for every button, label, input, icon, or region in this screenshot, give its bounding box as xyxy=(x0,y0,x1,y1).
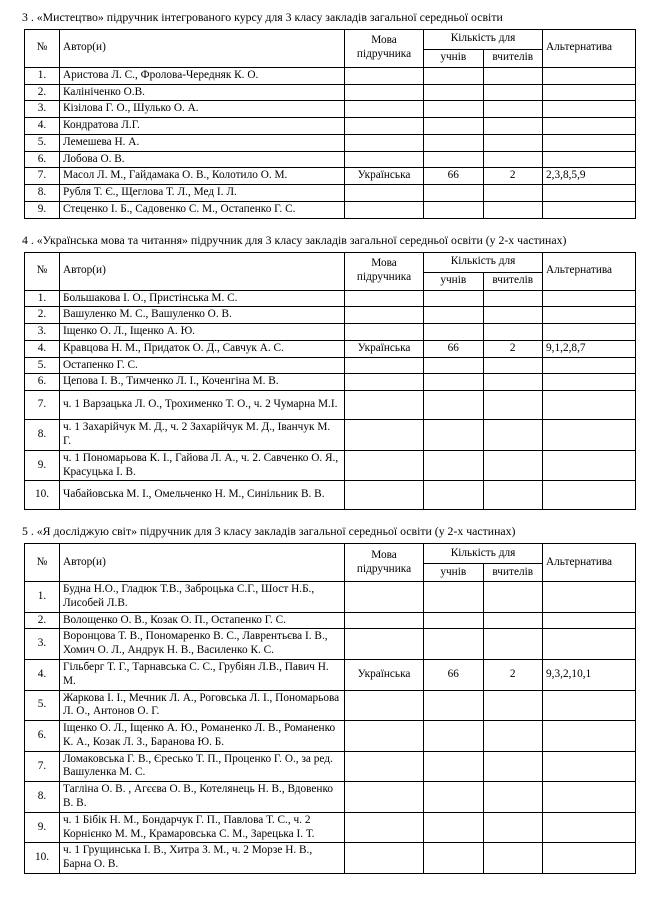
cell-author: Масол Л. М., Гайдамака О. В., Колотило О. М. xyxy=(60,168,345,185)
cell-alternative xyxy=(543,307,636,324)
cell-num: 1. xyxy=(25,582,60,613)
header-quantity-group: Кількість для xyxy=(424,252,543,272)
cell-pupils: 66 xyxy=(424,168,484,185)
cell-author: Цепова І. В., Тимченко Л. І., Коченгіна М. В. xyxy=(60,374,345,391)
header-num: № xyxy=(25,29,60,67)
cell-alternative xyxy=(543,290,636,307)
cell-num: 3. xyxy=(25,324,60,341)
table-body xyxy=(25,67,636,218)
cell-pupils xyxy=(424,134,484,151)
header-num: № xyxy=(25,544,60,582)
cell-author: Гільберг Т. Г., Тарнавська С. С., Грубіян Л.В., Павич Н. М. xyxy=(60,659,345,690)
header-row-top xyxy=(25,252,636,272)
cell-language xyxy=(345,185,424,202)
cell-language xyxy=(345,201,424,218)
table-row xyxy=(25,391,636,420)
table-row xyxy=(25,324,636,341)
cell-pupils xyxy=(424,185,484,202)
cell-language xyxy=(345,67,424,84)
table-row xyxy=(25,690,636,721)
cell-author: ч. 1 Бібік Н. М., Бондарчук Г. П., Павлова Т. С., ч. 2 Корнієнко М. М., Крамаровська С. М., Зарецька І. Т. xyxy=(60,812,345,843)
cell-num: 4. xyxy=(25,659,60,690)
cell-pupils xyxy=(424,812,484,843)
cell-num: 6. xyxy=(25,374,60,391)
cell-teachers xyxy=(483,391,543,420)
header-alternative: Альтернатива xyxy=(543,252,636,290)
cell-language xyxy=(345,357,424,374)
cell-alternative xyxy=(543,812,636,843)
table-row xyxy=(25,782,636,813)
table-row xyxy=(25,612,636,629)
cell-author: Волощенко О. В., Козак О. П., Остапенко Г. С. xyxy=(60,612,345,629)
table-header xyxy=(25,29,636,67)
cell-pupils xyxy=(424,612,484,629)
cell-author: Іщенко О. Л., Іщенко А. Ю. xyxy=(60,324,345,341)
cell-pupils xyxy=(424,307,484,324)
cell-author: Калініченко О.В. xyxy=(60,84,345,101)
cell-author: Воронцова Т. В., Пономаренко В. С., Лаврентьєва І. В., Хомич О. Л., Андрук Н. В., Василенко К. С. xyxy=(60,629,345,660)
cell-pupils xyxy=(424,118,484,135)
cell-pupils xyxy=(424,151,484,168)
header-num: № xyxy=(25,252,60,290)
cell-pupils xyxy=(424,843,484,874)
cell-pupils xyxy=(424,629,484,660)
cell-alternative xyxy=(543,391,636,420)
table-row xyxy=(25,168,636,185)
cell-teachers xyxy=(483,612,543,629)
cell-pupils xyxy=(424,290,484,307)
cell-teachers xyxy=(483,751,543,782)
table-row xyxy=(25,843,636,874)
cell-pupils xyxy=(424,84,484,101)
cell-num: 3. xyxy=(25,629,60,660)
cell-teachers xyxy=(483,67,543,84)
table-row xyxy=(25,67,636,84)
cell-author: Остапенко Г. С. xyxy=(60,357,345,374)
cell-alternative xyxy=(543,481,636,510)
cell-alternative xyxy=(543,450,636,481)
cell-alternative xyxy=(543,782,636,813)
cell-num: 9. xyxy=(25,201,60,218)
cell-author: Кізілова Г. О., Шулько О. А. xyxy=(60,101,345,118)
cell-teachers xyxy=(483,84,543,101)
cell-num: 1. xyxy=(25,67,60,84)
cell-alternative xyxy=(543,84,636,101)
cell-language xyxy=(345,629,424,660)
cell-language: Українська xyxy=(345,340,424,357)
cell-language xyxy=(345,782,424,813)
cell-pupils xyxy=(424,324,484,341)
cell-num: 5. xyxy=(25,690,60,721)
header-teachers: вчителів xyxy=(483,272,543,290)
cell-teachers xyxy=(483,374,543,391)
cell-author: Рубля Т. Є., Щеглова Т. Л., Мед І. Л. xyxy=(60,185,345,202)
cell-author: ч. 1 Пономарьова К. І., Гайова Л. А., ч. 2. Савченко О. Я., Красуцька І. В. xyxy=(60,450,345,481)
cell-teachers xyxy=(483,134,543,151)
cell-alternative xyxy=(543,67,636,84)
table-row xyxy=(25,290,636,307)
cell-author: Аристова Л. С., Фролова-Чередняк К. О. xyxy=(60,67,345,84)
cell-alternative xyxy=(543,843,636,874)
table-row xyxy=(25,84,636,101)
cell-alternative xyxy=(543,151,636,168)
cell-num: 4. xyxy=(25,340,60,357)
cell-alternative xyxy=(543,751,636,782)
header-quantity-group: Кількість для xyxy=(424,29,543,49)
cell-num: 5. xyxy=(25,357,60,374)
cell-teachers xyxy=(483,481,543,510)
cell-pupils: 66 xyxy=(424,659,484,690)
cell-alternative xyxy=(543,420,636,451)
cell-language xyxy=(345,420,424,451)
table-body xyxy=(25,582,636,874)
cell-alternative xyxy=(543,721,636,752)
cell-language xyxy=(345,151,424,168)
table-row xyxy=(25,659,636,690)
cell-author: ч. 1 Захарійчук М. Д., ч. 2 Захарійчук М. Д., Іванчук М. Г. xyxy=(60,420,345,451)
cell-pupils: 66 xyxy=(424,340,484,357)
textbook-table xyxy=(24,543,636,874)
table-row xyxy=(25,340,636,357)
cell-num: 2. xyxy=(25,307,60,324)
cell-teachers xyxy=(483,450,543,481)
cell-pupils xyxy=(424,481,484,510)
cell-language xyxy=(345,751,424,782)
cell-language xyxy=(345,721,424,752)
header-author: Автор(и) xyxy=(60,544,345,582)
header-author: Автор(и) xyxy=(60,29,345,67)
cell-pupils xyxy=(424,357,484,374)
cell-teachers xyxy=(483,782,543,813)
cell-alternative: 9,3,2,10,1 xyxy=(543,659,636,690)
cell-num: 8. xyxy=(25,782,60,813)
cell-alternative xyxy=(543,374,636,391)
cell-author: Лобова О. В. xyxy=(60,151,345,168)
cell-language xyxy=(345,324,424,341)
cell-num: 3. xyxy=(25,101,60,118)
cell-teachers: 2 xyxy=(483,168,543,185)
textbook-table xyxy=(24,252,636,511)
cell-num: 7. xyxy=(25,391,60,420)
cell-teachers xyxy=(483,151,543,168)
cell-pupils xyxy=(424,690,484,721)
cell-author: Кондратова Л.Г. xyxy=(60,118,345,135)
cell-alternative xyxy=(543,134,636,151)
table-row xyxy=(25,101,636,118)
table-header xyxy=(25,544,636,582)
table-row xyxy=(25,374,636,391)
textbook-section xyxy=(18,233,643,511)
table-row xyxy=(25,151,636,168)
cell-language xyxy=(345,84,424,101)
table-body xyxy=(25,290,636,510)
cell-language xyxy=(345,450,424,481)
cell-teachers xyxy=(483,812,543,843)
cell-num: 5. xyxy=(25,134,60,151)
cell-teachers xyxy=(483,721,543,752)
cell-num: 6. xyxy=(25,721,60,752)
cell-teachers xyxy=(483,629,543,660)
header-quantity-group: Кількість для xyxy=(424,544,543,564)
table-row xyxy=(25,721,636,752)
header-row-top xyxy=(25,544,636,564)
textbook-table xyxy=(24,29,636,219)
section-title: 5 . «Я досліджую світ» підручник для 3 класу закладів загальної середньої освіти (у 2-х частинах) xyxy=(22,524,516,539)
cell-language xyxy=(345,582,424,613)
cell-language xyxy=(345,843,424,874)
cell-author: ч. 1 Варзацька Л. О., Трохименко Т. О., ч. 2 Чумарна М.І. xyxy=(60,391,345,420)
cell-alternative xyxy=(543,185,636,202)
table-row xyxy=(25,582,636,613)
cell-author: Жаркова І. І., Мечник Л. А., Роговська Л. І., Пономарьова Л. О., Антонов О. Г. xyxy=(60,690,345,721)
cell-pupils xyxy=(424,450,484,481)
cell-language xyxy=(345,391,424,420)
cell-alternative xyxy=(543,324,636,341)
cell-language xyxy=(345,290,424,307)
cell-num: 1. xyxy=(25,290,60,307)
cell-language xyxy=(345,612,424,629)
table-row xyxy=(25,420,636,451)
sections-container xyxy=(18,10,643,874)
cell-num: 8. xyxy=(25,420,60,451)
header-pupils: учнів xyxy=(424,49,484,67)
cell-language xyxy=(345,481,424,510)
cell-alternative xyxy=(543,118,636,135)
cell-teachers xyxy=(483,357,543,374)
cell-language xyxy=(345,307,424,324)
cell-language: Українська xyxy=(345,659,424,690)
table-row xyxy=(25,185,636,202)
cell-author: Стеценко І. Б., Садовенко С. М., Остапенко Г. С. xyxy=(60,201,345,218)
cell-num: 7. xyxy=(25,168,60,185)
cell-num: 9. xyxy=(25,450,60,481)
cell-num: 2. xyxy=(25,612,60,629)
textbook-section xyxy=(18,10,643,219)
cell-alternative xyxy=(543,101,636,118)
cell-author: Лемешева Н. А. xyxy=(60,134,345,151)
cell-language: Українська xyxy=(345,168,424,185)
cell-language xyxy=(345,118,424,135)
header-teachers: вчителів xyxy=(483,49,543,67)
cell-author: Будна Н.О., Гладюк Т.В., Заброцька С.Г., Шост Н.Б., Лисобей Л.В. xyxy=(60,582,345,613)
cell-alternative xyxy=(543,582,636,613)
cell-alternative xyxy=(543,201,636,218)
table-row xyxy=(25,751,636,782)
table-row xyxy=(25,201,636,218)
cell-teachers xyxy=(483,690,543,721)
header-pupils: учнів xyxy=(424,272,484,290)
header-pupils: учнів xyxy=(424,564,484,582)
table-row xyxy=(25,134,636,151)
cell-pupils xyxy=(424,420,484,451)
cell-teachers: 2 xyxy=(483,659,543,690)
cell-pupils xyxy=(424,201,484,218)
cell-pupils xyxy=(424,101,484,118)
cell-teachers xyxy=(483,582,543,613)
cell-pupils xyxy=(424,582,484,613)
cell-num: 10. xyxy=(25,843,60,874)
table-row xyxy=(25,450,636,481)
cell-language xyxy=(345,812,424,843)
cell-teachers xyxy=(483,201,543,218)
cell-author: Чабайовська М. І., Омельченко Н. М., Синільник В. В. xyxy=(60,481,345,510)
cell-pupils xyxy=(424,67,484,84)
header-alternative: Альтернатива xyxy=(543,544,636,582)
cell-teachers xyxy=(483,843,543,874)
cell-teachers xyxy=(483,185,543,202)
cell-language xyxy=(345,101,424,118)
cell-teachers xyxy=(483,118,543,135)
section-title: 4 . «Українська мова та читання» підручник для 3 класу закладів загальної середньої освіти (у 2-х частинах) xyxy=(22,232,567,247)
table-row xyxy=(25,629,636,660)
cell-teachers xyxy=(483,420,543,451)
cell-language xyxy=(345,690,424,721)
cell-num: 7. xyxy=(25,751,60,782)
cell-pupils xyxy=(424,782,484,813)
cell-alternative: 2,3,8,5,9 xyxy=(543,168,636,185)
cell-teachers xyxy=(483,324,543,341)
cell-teachers: 2 xyxy=(483,340,543,357)
cell-alternative xyxy=(543,357,636,374)
table-row xyxy=(25,307,636,324)
cell-author: ч. 1 Грущинська І. В., Хитра З. М., ч. 2 Морзе Н. В., Барна О. В. xyxy=(60,843,345,874)
cell-alternative xyxy=(543,612,636,629)
cell-author: Большакова І. О., Пристінська М. С. xyxy=(60,290,345,307)
cell-alternative xyxy=(543,690,636,721)
section-title: 3 . «Мистецтво» підручник інтегрованого курсу для 3 класу закладів загальної середньої освіти xyxy=(22,10,503,24)
cell-num: 9. xyxy=(25,812,60,843)
cell-author: Іщенко О. Л., Іщенко А. Ю., Романенко Л. В., Романенко К. А., Козак Л. З., Баранова Ю. Б. xyxy=(60,721,345,752)
header-row-top xyxy=(25,29,636,49)
cell-num: 8. xyxy=(25,185,60,202)
cell-pupils xyxy=(424,721,484,752)
cell-alternative xyxy=(543,629,636,660)
header-alternative: Альтернатива xyxy=(543,29,636,67)
header-language: Мова підручника xyxy=(345,544,424,582)
cell-author: Ломаковська Г. В., Єресько Т. П., Проценко Г. О., за ред. Вашуленка М. С. xyxy=(60,751,345,782)
cell-pupils xyxy=(424,751,484,782)
cell-teachers xyxy=(483,290,543,307)
cell-teachers xyxy=(483,101,543,118)
cell-teachers xyxy=(483,307,543,324)
header-language: Мова підручника xyxy=(345,29,424,67)
cell-author: Тагліна О. В. , Агєєва О. В., Котелянець Н. В., Вдовенко В. В. xyxy=(60,782,345,813)
cell-num: 2. xyxy=(25,84,60,101)
table-row xyxy=(25,481,636,510)
cell-pupils xyxy=(424,391,484,420)
table-row xyxy=(25,812,636,843)
cell-author: Вашуленко М. С., Вашуленко О. В. xyxy=(60,307,345,324)
table-row xyxy=(25,357,636,374)
cell-num: 4. xyxy=(25,118,60,135)
header-language: Мова підручника xyxy=(345,252,424,290)
header-teachers: вчителів xyxy=(483,564,543,582)
cell-language xyxy=(345,134,424,151)
cell-num: 6. xyxy=(25,151,60,168)
cell-num: 10. xyxy=(25,481,60,510)
cell-alternative: 9,1,2,8,7 xyxy=(543,340,636,357)
table-header xyxy=(25,252,636,290)
table-row xyxy=(25,118,636,135)
header-author: Автор(и) xyxy=(60,252,345,290)
cell-language xyxy=(345,374,424,391)
cell-author: Кравцова Н. М., Придаток О. Д., Савчук А. С. xyxy=(60,340,345,357)
textbook-section xyxy=(18,524,643,874)
cell-pupils xyxy=(424,374,484,391)
